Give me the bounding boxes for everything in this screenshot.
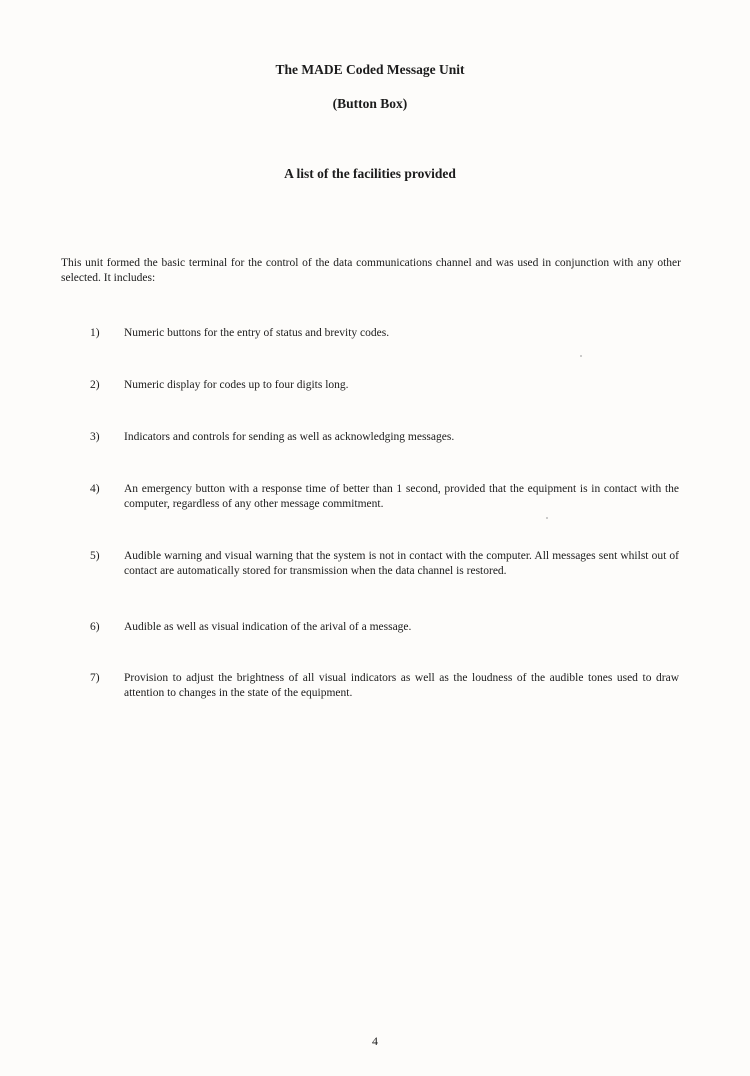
list-item-number: 4) bbox=[90, 483, 100, 495]
document-title: The MADE Coded Message Unit bbox=[275, 62, 465, 77]
paper-speck bbox=[580, 355, 582, 357]
list-item-text: Audible warning and visual warning that the system is not in contact with the computer. All messages sent whilst out of contact are automatically stored for transmission when the data channel is restored. bbox=[124, 550, 679, 577]
document-subtitle: (Button Box) bbox=[332, 96, 408, 111]
page-number: 4 bbox=[372, 1034, 378, 1048]
list-item-number: 5) bbox=[90, 550, 100, 562]
list-item-text: Numeric display for codes up to four digits long. bbox=[124, 379, 349, 391]
intro-paragraph: This unit formed the basic terminal for the control of the data communications channel and was used in conjunction with any other selected. It includes: bbox=[61, 257, 681, 284]
list-item-number: 1) bbox=[90, 327, 100, 339]
list-item-number: 7) bbox=[90, 672, 100, 684]
section-heading: A list of the facilities provided bbox=[284, 166, 456, 181]
list-item-number: 3) bbox=[90, 431, 100, 443]
list-item-number: 6) bbox=[90, 621, 100, 633]
paper-speck bbox=[546, 517, 548, 519]
list-item-text: Provision to adjust the brightness of all visual indicators as well as the loudness of the audible tones used to draw attention to changes in the state of the equipment. bbox=[124, 672, 679, 699]
list-item-number: 2) bbox=[90, 379, 100, 391]
list-item-text: An emergency button with a response time of better than 1 second, provided that the equipment is in contact with the computer, regardless of any other message commitment. bbox=[124, 483, 679, 510]
list-item-text: Indicators and controls for sending as well as acknowledging messages. bbox=[124, 431, 455, 443]
list-item-text: Numeric buttons for the entry of status and brevity codes. bbox=[124, 327, 390, 339]
list-item-text: Audible as well as visual indication of the arival of a message. bbox=[124, 621, 412, 633]
